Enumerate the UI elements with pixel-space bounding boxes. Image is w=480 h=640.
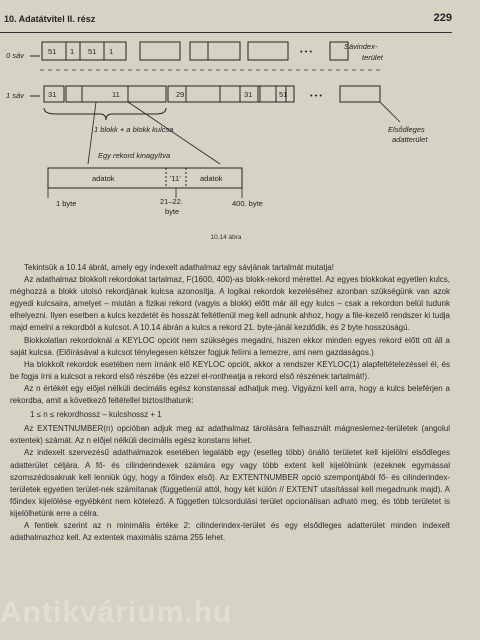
- t0-block4: [248, 42, 288, 60]
- record-zoom-note: Egy rekord kinagyítva: [98, 151, 171, 160]
- t1-dots: • • •: [310, 91, 323, 100]
- len-label-2: 21–22.: [160, 197, 183, 206]
- t1-block-end: [340, 86, 380, 102]
- t1-cell-2: 11: [112, 90, 120, 99]
- track0-label: 0 sáv: [6, 51, 24, 60]
- track1-label: 1 sáv: [6, 91, 24, 100]
- page-header: [0, 14, 452, 33]
- t0-cell-2: 1: [70, 47, 75, 56]
- index-area-label: Sávindex-: [344, 42, 378, 51]
- paragraph: Az n értékét egy előjel nélküli decimális egész konstanssal adhatjuk meg. Vigyázni kell arra, hogy a kulcs beleférjen a rekordba, amit a következő feltétellel biztosíthatunk:: [10, 383, 450, 406]
- index-area-label-2: terület: [362, 53, 383, 62]
- paragraph: A fentiek szerint az n minimális értéke 2: cilinderindex-terület és egy elsődleges adatterület minden indexelt adathalmazhoz kell. Az extentek maximális száma 255 lehet.: [10, 520, 450, 543]
- block-brace: [44, 108, 166, 120]
- t0-cell-4: 1: [109, 47, 114, 56]
- block-key-note: 1 blokk + a blokk kulcsa: [94, 125, 174, 134]
- primary-area-label-2: adatterület: [392, 135, 428, 144]
- t1-cell-5: 51: [279, 90, 288, 99]
- key-formula: 1 ≤ n ≤ rekordhossz – kulcshossz + 1: [30, 410, 162, 420]
- primary-area-label: Elsődleges: [388, 125, 425, 134]
- len-label-1: 1 byte: [56, 199, 77, 208]
- t0-block2: [140, 42, 180, 60]
- track-diagram: [0, 36, 480, 236]
- figure-caption: 10.14 ábra: [210, 234, 242, 241]
- t0-block3: [190, 42, 240, 60]
- body-text: [10, 262, 450, 544]
- t1-cell-3: 29: [176, 90, 185, 99]
- paragraph: Az EXTENTNUMBER(n) opcióban adjuk meg az adathalmaz tárolására felhasznált mágneslemez-területek (angolul extentek) számát. Az n előjel nélküli decimális egész konstans lehet.: [10, 424, 450, 446]
- paragraph: Az indexelt szervezésű adathalmazok esetében legalább egy (esetleg több) önálló területet kell kijelölni elsődleges adatterület céljára. A fő- és cilinderindexek számára egy vagy több extent kell kijelölnünk (ezeknek egymással szomszédosaknak kell lenniük úgy, hogy a főindex első). Az EXTENTNUMBER opció szempontjából fő- és cilinderindex-területek egyetlen terület-nek számítanak (függetlenül attól, hogy két külön // EXTENT utasítással kell megadnunk majd). A főindex kijelölése egyébként nem kötelező. A független túlcsordulási terület opcionálisan adható meg, és több területet is kijelölhetünk erre a célra.: [10, 448, 450, 518]
- record-key: '11': [170, 174, 181, 183]
- t0-dots: • • •: [300, 47, 313, 56]
- paragraph: Ha blokkolt rekordok esetében nem írnánk elő KEYLOC opciót, akkor a rendszer KEYLOC(1) alapfeltételezéssel él, és be fogja írni a kulcsot a rekord első részébe (és ezzel el-rontheatja a rekord első részének tartalmát!).: [10, 359, 450, 381]
- t0-cell-1: 51: [48, 47, 57, 56]
- paragraph: Az adathalmaz blokkolt rekordokat tartalmaz, F(1600, 400)-as blokk-rekord mérettel. Az egyes blokkokat egyetlen kulcs, méghozzá a blokk utolsó rekordjának kulcsa azonosítja. A logikai rekordok kezeléséhez azonban szükségünk van azok egyedi kulcsaira, amelyet – miután a fizikai rekord (vagyis a blokk) előtt már áll egy kulcs – csak a rekordon belül tudunk elhelyezni. Ilyen esetben a kulcs kezdetét és hosszát feltétlenül meg kell adnunk ahhoz, hogy a file-kezelő rendszer ki tudja majd emelni a rekordból a kulcsot. A 10.14 ábrán a kulcs a rekord 21. byte-jánál kezdődik, és 2 byte hosszúságú.: [10, 275, 450, 333]
- len-label-2b: byte: [165, 207, 180, 216]
- record-data-1: adatok: [92, 174, 115, 183]
- paragraph: Tekintsük a 10.14 ábrát, amely egy indexelt adathalmaz egy sávjának tartalmát mutatja!: [24, 263, 334, 272]
- t1-cell-4: 31: [244, 90, 253, 99]
- record-data-2: adatok: [200, 174, 223, 183]
- paragraph: Blokkolatlan rekordoknál a KEYLOC opciót nem szükséges megadni, hiszen ekkor minden egyes rekord előtt ott áll a saját kulcsa. (Előírásával a kulcsot ténylegesen kétszer fogjuk felírni a lemezre, ami nem gazdaságos.): [10, 335, 450, 357]
- len-label-3: 400. byte: [232, 199, 263, 208]
- page-number: 229: [433, 12, 452, 24]
- chapter-title: 10. Adatátvitel II. rész: [4, 14, 96, 24]
- t0-cell-3: 51: [88, 47, 97, 56]
- watermark: Antikvárium.hu: [0, 596, 233, 629]
- t1-cell-1: 31: [48, 90, 57, 99]
